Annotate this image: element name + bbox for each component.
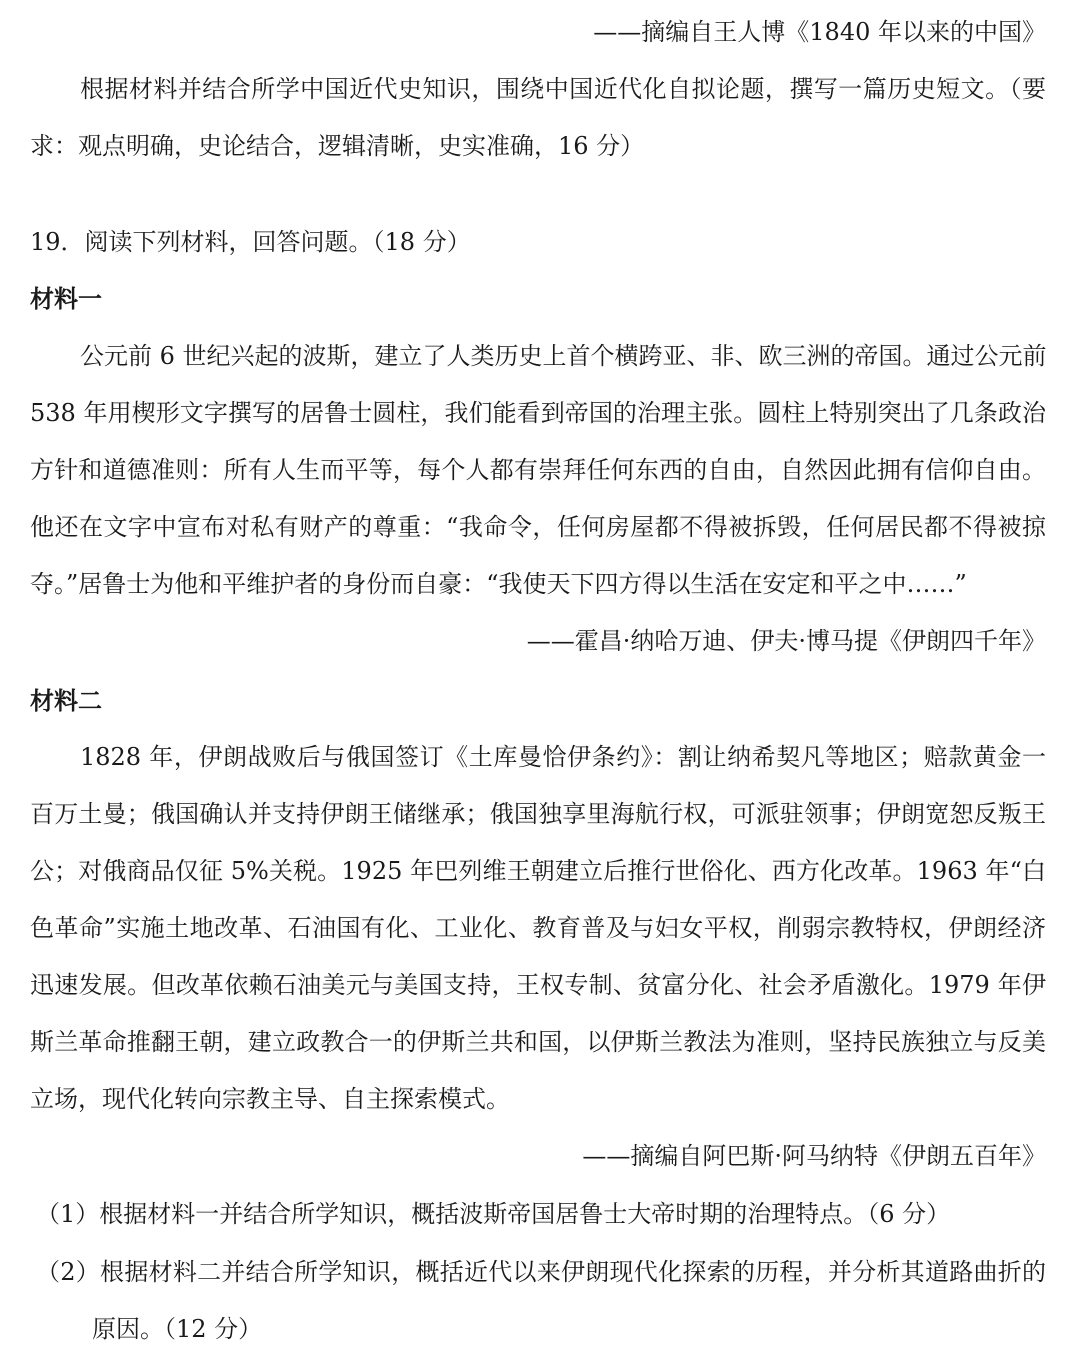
material-2-line: 1828 年，伊朗战败后与俄国签订《土库曼恰伊条约》：割让纳希契凡等地区；赔款黄金一 [80, 743, 1046, 771]
sub-question-2-line-1: （2）根据材料二并结合所学知识，概括近代以来伊朗现代化探索的历程，并分析其道路曲折的 [36, 1258, 1046, 1286]
prev-source-citation: ——摘编自王人博《1840 年以来的中国》 [593, 18, 1046, 46]
material-2-heading: 材料二 [30, 686, 102, 715]
material-2-line: 斯兰革命推翻王朝，建立政教合一的伊斯兰共和国，以伊斯兰教法为准则，坚持民族独立与反美 [30, 1028, 1046, 1056]
prev-instruction-line-1: 根据材料并结合所学中国近代史知识，围绕中国近代化自拟论题，撰写一篇历史短文。（要 [80, 75, 1046, 103]
material-2-line: 公；对俄商品仅征 5%关税。1925 年巴列维王朝建立后推行世俗化、西方化改革。1963 年“白 [30, 857, 1046, 885]
material-1-heading: 材料一 [30, 284, 102, 313]
material-1-line: 公元前 6 世纪兴起的波斯，建立了人类历史上首个横跨亚、非、欧三洲的帝国。通过公元前 [80, 342, 1047, 370]
prev-instruction-line-2: 求：观点明确，史论结合，逻辑清晰，史实准确，16 分） [30, 132, 645, 160]
sub-question-2-line-2: 原因。（12 分） [92, 1315, 263, 1343]
material-1-line: 538 年用楔形文字撰写的居鲁士圆柱，我们能看到帝国的治理主张。圆柱上特别突出了几条政治 [30, 399, 1046, 427]
sub-question-1: （1）根据材料一并结合所学知识，概括波斯帝国居鲁士大帝时期的治理特点。（6 分） [36, 1200, 951, 1228]
material-2-line: 迅速发展。但改革依赖石油美元与美国支持，王权专制、贫富分化、社会矛盾激化。1979 年伊 [30, 971, 1046, 999]
material-2-line: 立场，现代化转向宗教主导、自主探索模式。 [30, 1085, 510, 1113]
question-19-title: 19．阅读下列材料，回答问题。（18 分） [30, 228, 471, 256]
material-1-line: 他还在文字中宣布对私有财产的尊重：“我命令，任何房屋都不得被拆毁，任何居民都不得被掠 [30, 513, 1046, 541]
material-1-source: ——霍昌·纳哈万迪、伊夫·博马提《伊朗四千年》 [526, 627, 1046, 655]
material-2-source: ——摘编自阿巴斯·阿马纳特《伊朗五百年》 [582, 1142, 1046, 1170]
material-1-line: 夺。”居鲁士为他和平维护者的身份而自豪：“我使天下四方得以生活在安定和平之中……” [30, 570, 967, 598]
material-2-line: 百万土曼；俄国确认并支持伊朗王储继承；俄国独享里海航行权，可派驻领事；伊朗宽恕反叛王 [30, 800, 1046, 828]
material-1-line: 方针和道德准则：所有人生而平等，每个人都有崇拜任何东西的自由，自然因此拥有信仰自由。 [30, 456, 1046, 484]
material-2-line: 色革命”实施土地改革、石油国有化、工业化、教育普及与妇女平权，削弱宗教特权，伊朗经济 [30, 914, 1046, 942]
